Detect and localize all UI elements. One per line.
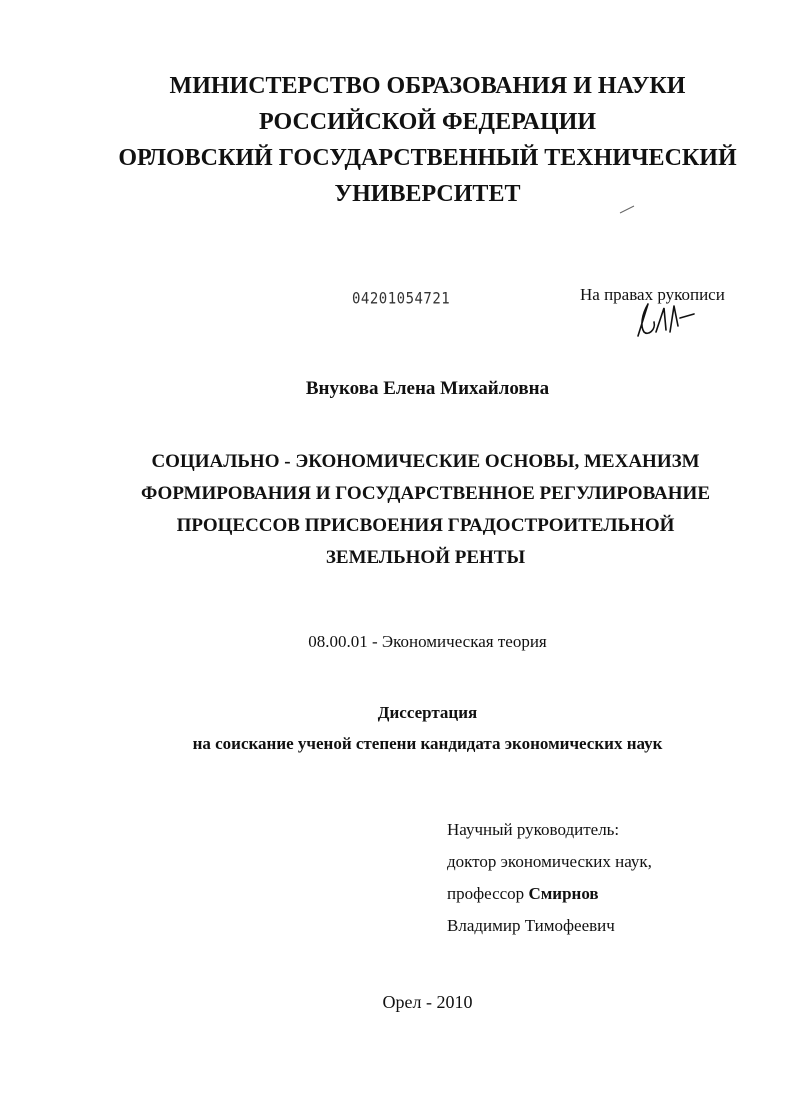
- serial-number: 04201054721: [352, 289, 451, 309]
- title-line-1: СОЦИАЛЬНО - ЭКОНОМИЧЕСКИЕ ОСНОВЫ, МЕХАНИЗМ: [151, 451, 700, 472]
- advisor-surname: Смирнов: [528, 884, 599, 903]
- degree-subtitle: на соискание ученой степени кандидата экономических наук: [192, 734, 663, 753]
- institution-header: [30, 68, 795, 212]
- signature-icon: [626, 296, 706, 344]
- advisor-rank-line: [447, 878, 652, 910]
- advisor-given-names: Владимир Тимофеевич: [447, 916, 615, 935]
- title-line-3: ПРОЦЕССОВ ПРИСВОЕНИЯ ГРАДОСТРОИТЕЛЬНОЙ: [176, 515, 675, 536]
- author-name: Внукова Елена Михайловна: [305, 378, 550, 399]
- rights-note: На правах рукописи: [580, 285, 725, 304]
- advisor-degree: доктор экономических наук,: [447, 852, 652, 871]
- header-line-3: ОРЛОВСКИЙ ГОСУДАРСТВЕННЫЙ ТЕХНИЧЕСКИЙ: [118, 145, 737, 171]
- dissertation-label: Диссертация: [377, 703, 478, 722]
- specialty-code: 08.00.01 - Экономическая теория: [308, 632, 547, 651]
- advisor-block: [447, 814, 652, 942]
- dissertation-title: [28, 446, 795, 574]
- title-line-2: ФОРМИРОВАНИЯ И ГОСУДАРСТВЕННОЕ РЕГУЛИРОВАНИЕ: [140, 483, 710, 504]
- advisor-rank: профессор: [447, 884, 525, 903]
- advisor-heading: Научный руководитель:: [447, 820, 620, 839]
- city-year: Орел - 2010: [382, 992, 473, 1012]
- header-line-1: МИНИСТЕРСТВО ОБРАЗОВАНИЯ И НАУКИ: [169, 73, 686, 99]
- title-line-4: ЗЕМЕЛЬНОЙ РЕНТЫ: [325, 547, 526, 568]
- header-line-4: УНИВЕРСИТЕТ: [334, 181, 521, 207]
- pen-mark-icon: [618, 203, 638, 215]
- header-line-2: РОССИЙСКОЙ ФЕДЕРАЦИИ: [258, 109, 597, 135]
